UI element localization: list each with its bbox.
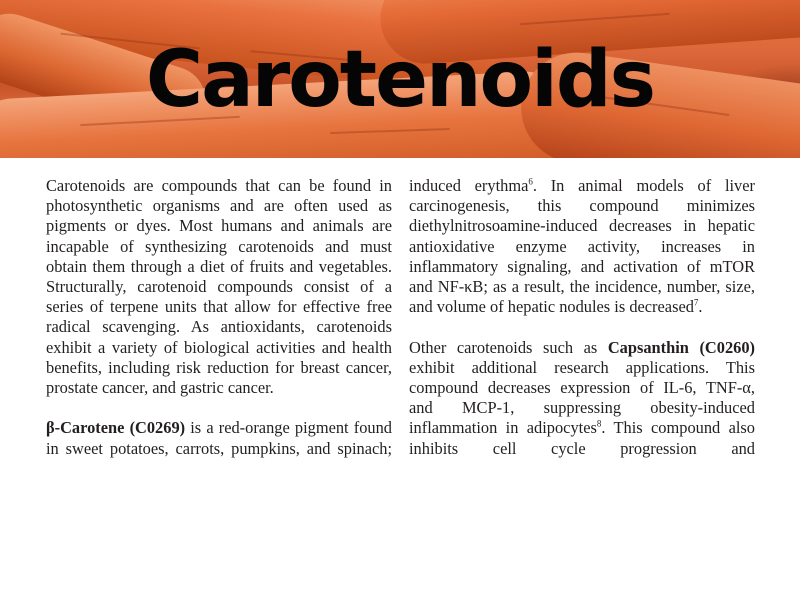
compound-name-beta-carotene: β-Carotene (C0269) — [46, 418, 186, 438]
reference-superscript: 7 — [693, 297, 699, 308]
erythma-paragraph — [409, 176, 755, 317]
capsanthin-paragraph — [409, 338, 755, 459]
left-text-column — [46, 176, 392, 479]
paragraph-text: Other carotenoids such as — [409, 337, 608, 357]
paragraph-text: is a red-orange pigment found in sweet potatoes, carrots, pumpkins, and spinach; — [46, 418, 392, 458]
paragraph-text: induced erythma — [409, 176, 529, 195]
header-banner-carrots-image — [0, 0, 800, 158]
intro-paragraph: Carotenoids are compounds that can be found in photosynthetic organisms and are often used as pigments or dyes. Most humans and animals are incapable of synthesizing carotenoids and must obtain them through a diet of fruits and vegetables. Structurally, carotenoid compounds consist of a series of terpene units that allow for effective free radical scavenging. As antioxidants, carotenoids exhibit a variety of biological activities and health benefits, including risk reduction for breast cancer, prostate cancer, and gastric cancer. — [46, 176, 392, 398]
paragraph-text: exhibit additional research applications. This compound decreases expression of IL-6, TNF-α, and MCP-1, suppressing obesity-induced inflammation in adipocytes — [409, 357, 755, 438]
paragraph-text: . In animal models of liver carcinogenesis, this compound minimizes diethylnitrosoamine-induced decreases in hepatic antioxidative enzyme activity, increases in inflammatory signaling, and activation of mTOR and NF-κB; as a result, the incidence, number, size, and volume of hepatic nodules is decreased — [409, 176, 755, 317]
paragraph-text: . This compound also inhibits cell cycle progression and — [409, 418, 755, 458]
beta-carotene-paragraph — [46, 418, 392, 458]
compound-name-capsanthin: Capsanthin (C0260) — [607, 337, 755, 357]
reference-superscript: 6 — [528, 176, 533, 187]
page-title: Carotenoids — [145, 35, 655, 125]
reference-superscript: 8 — [596, 418, 602, 429]
paragraph-text: . — [698, 297, 703, 317]
right-text-column — [409, 176, 755, 479]
